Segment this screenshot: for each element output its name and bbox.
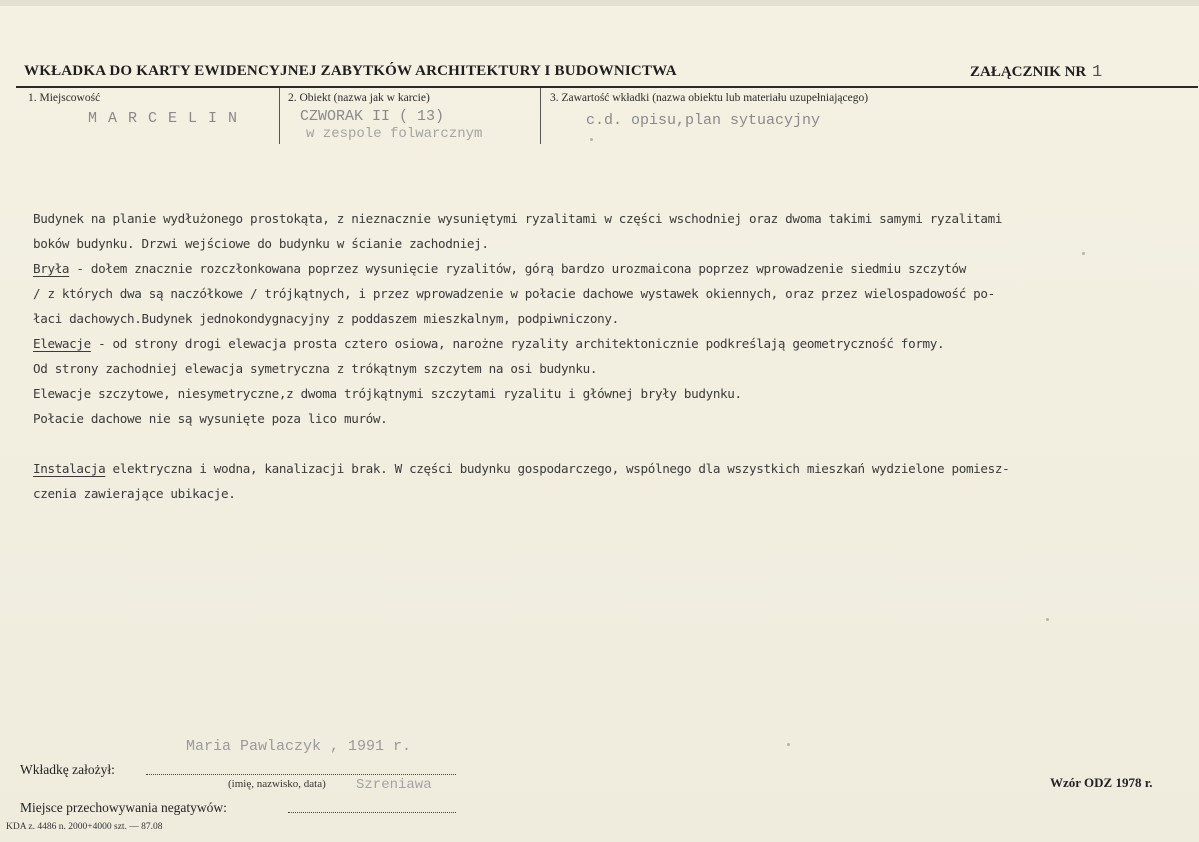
- printer-note: KDA z. 4486 n. 2000+4000 szt. — 87.08: [6, 822, 163, 832]
- form-pattern-label: Wzór ODZ 1978 r.: [1050, 775, 1153, 790]
- paragraph-line: [33, 456, 1183, 481]
- annex-number: 1: [1092, 63, 1103, 82]
- paper-speck: [787, 743, 790, 746]
- elewacje-heading: Elewacje: [33, 336, 91, 351]
- paragraph-gap: [33, 431, 1183, 456]
- paragraph-line: Budynek na planie wydłużonego prostokąta, z nieznacznie wysuniętymi ryzalitami w części wschodniej oraz dwoma takimi samymi ryzalitami: [33, 211, 1003, 226]
- field-divider-1: [279, 88, 280, 144]
- paragraph-line: [33, 256, 1183, 281]
- paper-speck: [1046, 618, 1049, 621]
- annex-label: [970, 63, 1102, 82]
- card-top-edge: [0, 0, 1199, 6]
- elewacje-text: - od strony drogi elewacja prosta cztero osiowa, narożne ryzality architektonicznie podkreślają geometryczność formy.: [90, 336, 945, 351]
- annex-label-text: ZAŁĄCZNIK NR: [970, 64, 1087, 80]
- bryla-heading: Bryła: [33, 261, 70, 276]
- contents-value: c.d. opisu,plan sytuacyjny: [586, 112, 821, 129]
- storage-dotted-line: [288, 812, 456, 813]
- paragraph-line: / z których dwa są naczółkowe / trójkątnych, i przez wprowadzenie w połacie dachowe wystawek okiennych, oraz przez wielospadowość po-: [33, 286, 995, 301]
- storage-typed-value: Szreniawa: [356, 777, 432, 793]
- paragraph-line: łaci dachowych.Budynek jednokondygnacyjny z poddaszem mieszkalnym, podpiwniczony.: [33, 311, 619, 326]
- author-dotted-line: [146, 774, 456, 775]
- header-rule: [16, 86, 1198, 88]
- locality-value: M A R C E L I N: [88, 110, 239, 127]
- field-divider-2: [540, 88, 541, 144]
- locality-label: 1. Miejscowość: [28, 92, 101, 104]
- object-value-line1: CZWORAK II ( 13): [300, 108, 445, 125]
- paper-speck: [1082, 252, 1085, 255]
- paper-speck: [590, 138, 593, 141]
- paragraph-line: boków budynku. Drzwi wejściowe do budynku w ścianie zachodniej.: [33, 236, 489, 251]
- instalacja-text: elektryczna i wodna, kanalizacji brak. W części budynku gospodarczego, wspólnego dla wszystkich mieszkań wydzielone pomiesz-: [105, 461, 1010, 476]
- paragraph-line: czenia zawierające ubikacje.: [33, 486, 236, 501]
- object-label: 2. Obiekt (nazwa jak w karcie): [288, 92, 430, 104]
- paragraph-line: Połacie dachowe nie są wysunięte poza lico murów.: [33, 411, 388, 426]
- author-typed-value: Maria Pawlaczyk , 1991 r.: [186, 738, 412, 755]
- contents-label: 3. Zawartość wkładki (nazwa obiektu lub materiału uzupełniającego): [550, 92, 869, 104]
- author-hint: (imię, nazwisko, data): [228, 778, 326, 790]
- author-label: Wkładkę założył:: [20, 762, 115, 777]
- instalacja-heading: Instalacja: [33, 461, 106, 476]
- object-value-line2: w zespole folwarcznym: [306, 126, 483, 142]
- description-text: [33, 206, 1183, 506]
- paragraph-line: Elewacje szczytowe, niesymetryczne,z dwoma trójkątnymi szczytami ryzalitu i głównej bryły budynku.: [33, 386, 742, 401]
- bryla-text: - dołem znacznie rozczłonkowana poprzez wysunięcie ryzalitów, górą bardzo urozmaicona poprzez wprowadzenie siedmiu szczytów: [69, 261, 966, 276]
- paragraph-line: [33, 331, 1183, 356]
- form-title: WKŁADKA DO KARTY EWIDENCYJNEJ ZABYTKÓW ARCHITEKTURY I BUDOWNICTWA: [24, 63, 677, 79]
- storage-label: Miejsce przechowywania negatywów:: [20, 800, 227, 815]
- paragraph-line: Od strony zachodniej elewacja symetryczna z trókątnym szczytem na osi budynku.: [33, 361, 598, 376]
